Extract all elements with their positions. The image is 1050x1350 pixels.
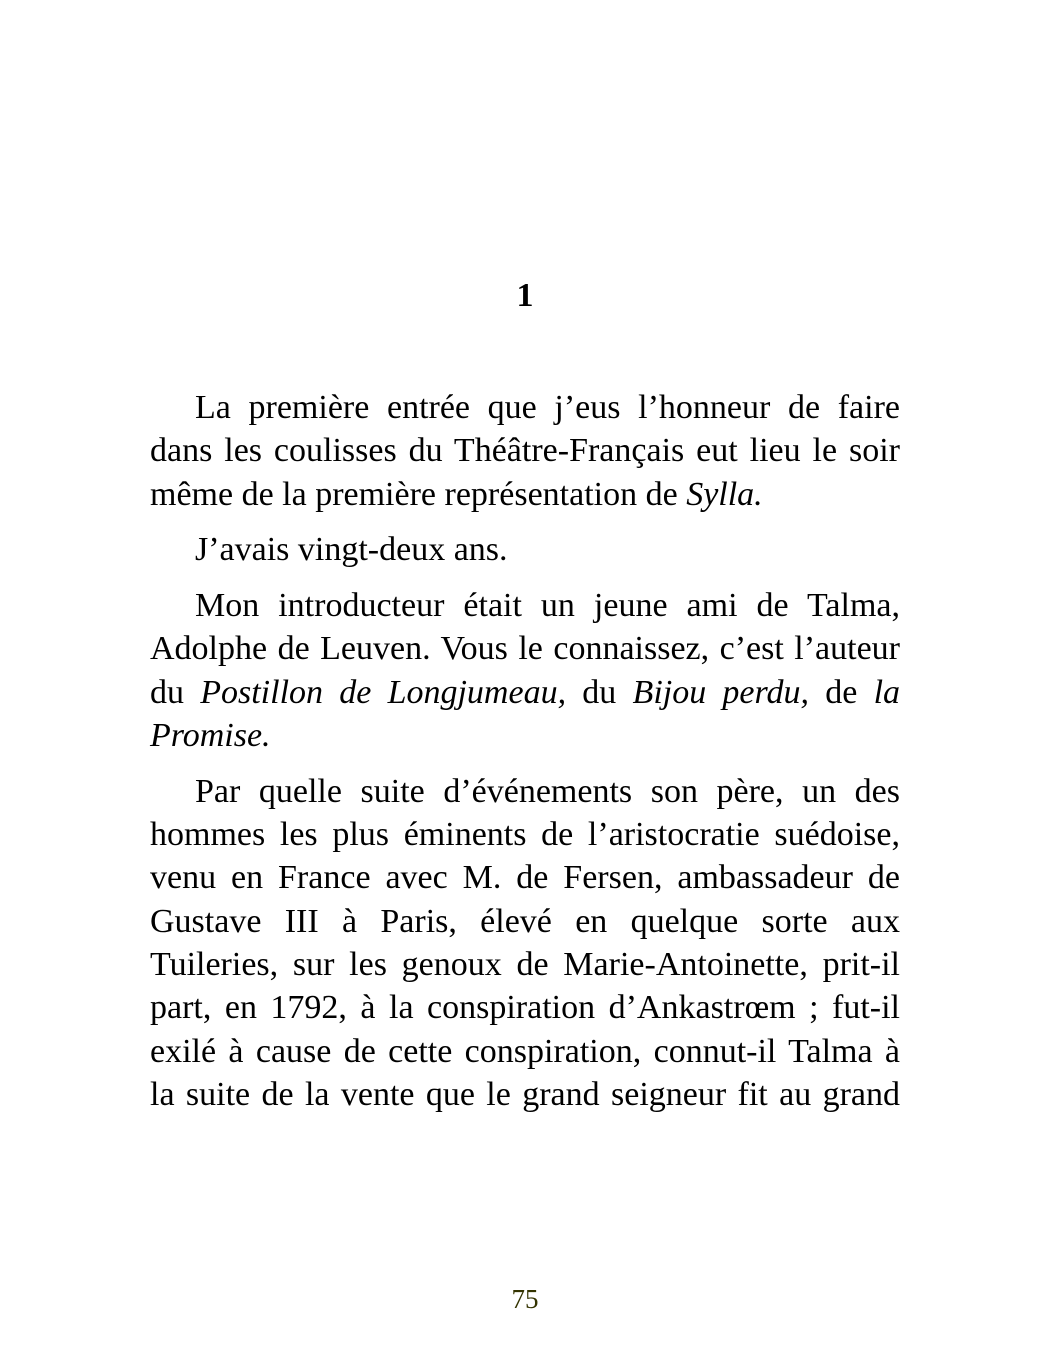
text-segment: du xyxy=(566,673,633,711)
text-segment: Mon introducteur était un jeune ami de Talma, Adolphe de Leuven. Vous le connaissez, c’est l’auteur du xyxy=(150,587,900,711)
text-segment: J’avais vingt-deux ans. xyxy=(195,531,508,569)
paragraph xyxy=(150,584,900,757)
chapter-number: 1 xyxy=(516,277,534,314)
paragraph xyxy=(150,528,900,571)
italic-title: Bijou perdu, xyxy=(632,673,809,711)
italic-title: Sylla. xyxy=(686,475,763,513)
text-segment: La première entrée que j’eus l’honneur de faire dans les coulisses du Théâtre-Français eut lieu le soir même de la première représentation de xyxy=(150,389,900,513)
body-text xyxy=(150,386,900,1129)
italic-title: Postillon de Longjumeau, xyxy=(200,673,567,711)
text-segment: Par quelle suite d’événements son père, un des hommes les plus éminents de l’aristocratie suédoise, venu en France avec M. de Fersen, ambassadeur de Gustave III à Paris, élevé en quelque sorte aux Tuileries, sur les genoux de Marie-Antoinette, prit-il part, en 1792, à la conspiration d’Ankastrœm ; fut-il exilé à cause de cette conspiration, connut-il Talma à la suite de la vente que le grand seigneur fit au grand xyxy=(150,772,900,1113)
text-segment: de xyxy=(809,673,874,711)
page-number: 75 xyxy=(511,1284,539,1314)
paragraph xyxy=(150,386,900,516)
italic-title: la Promise. xyxy=(150,673,901,755)
paragraph xyxy=(150,770,900,1116)
